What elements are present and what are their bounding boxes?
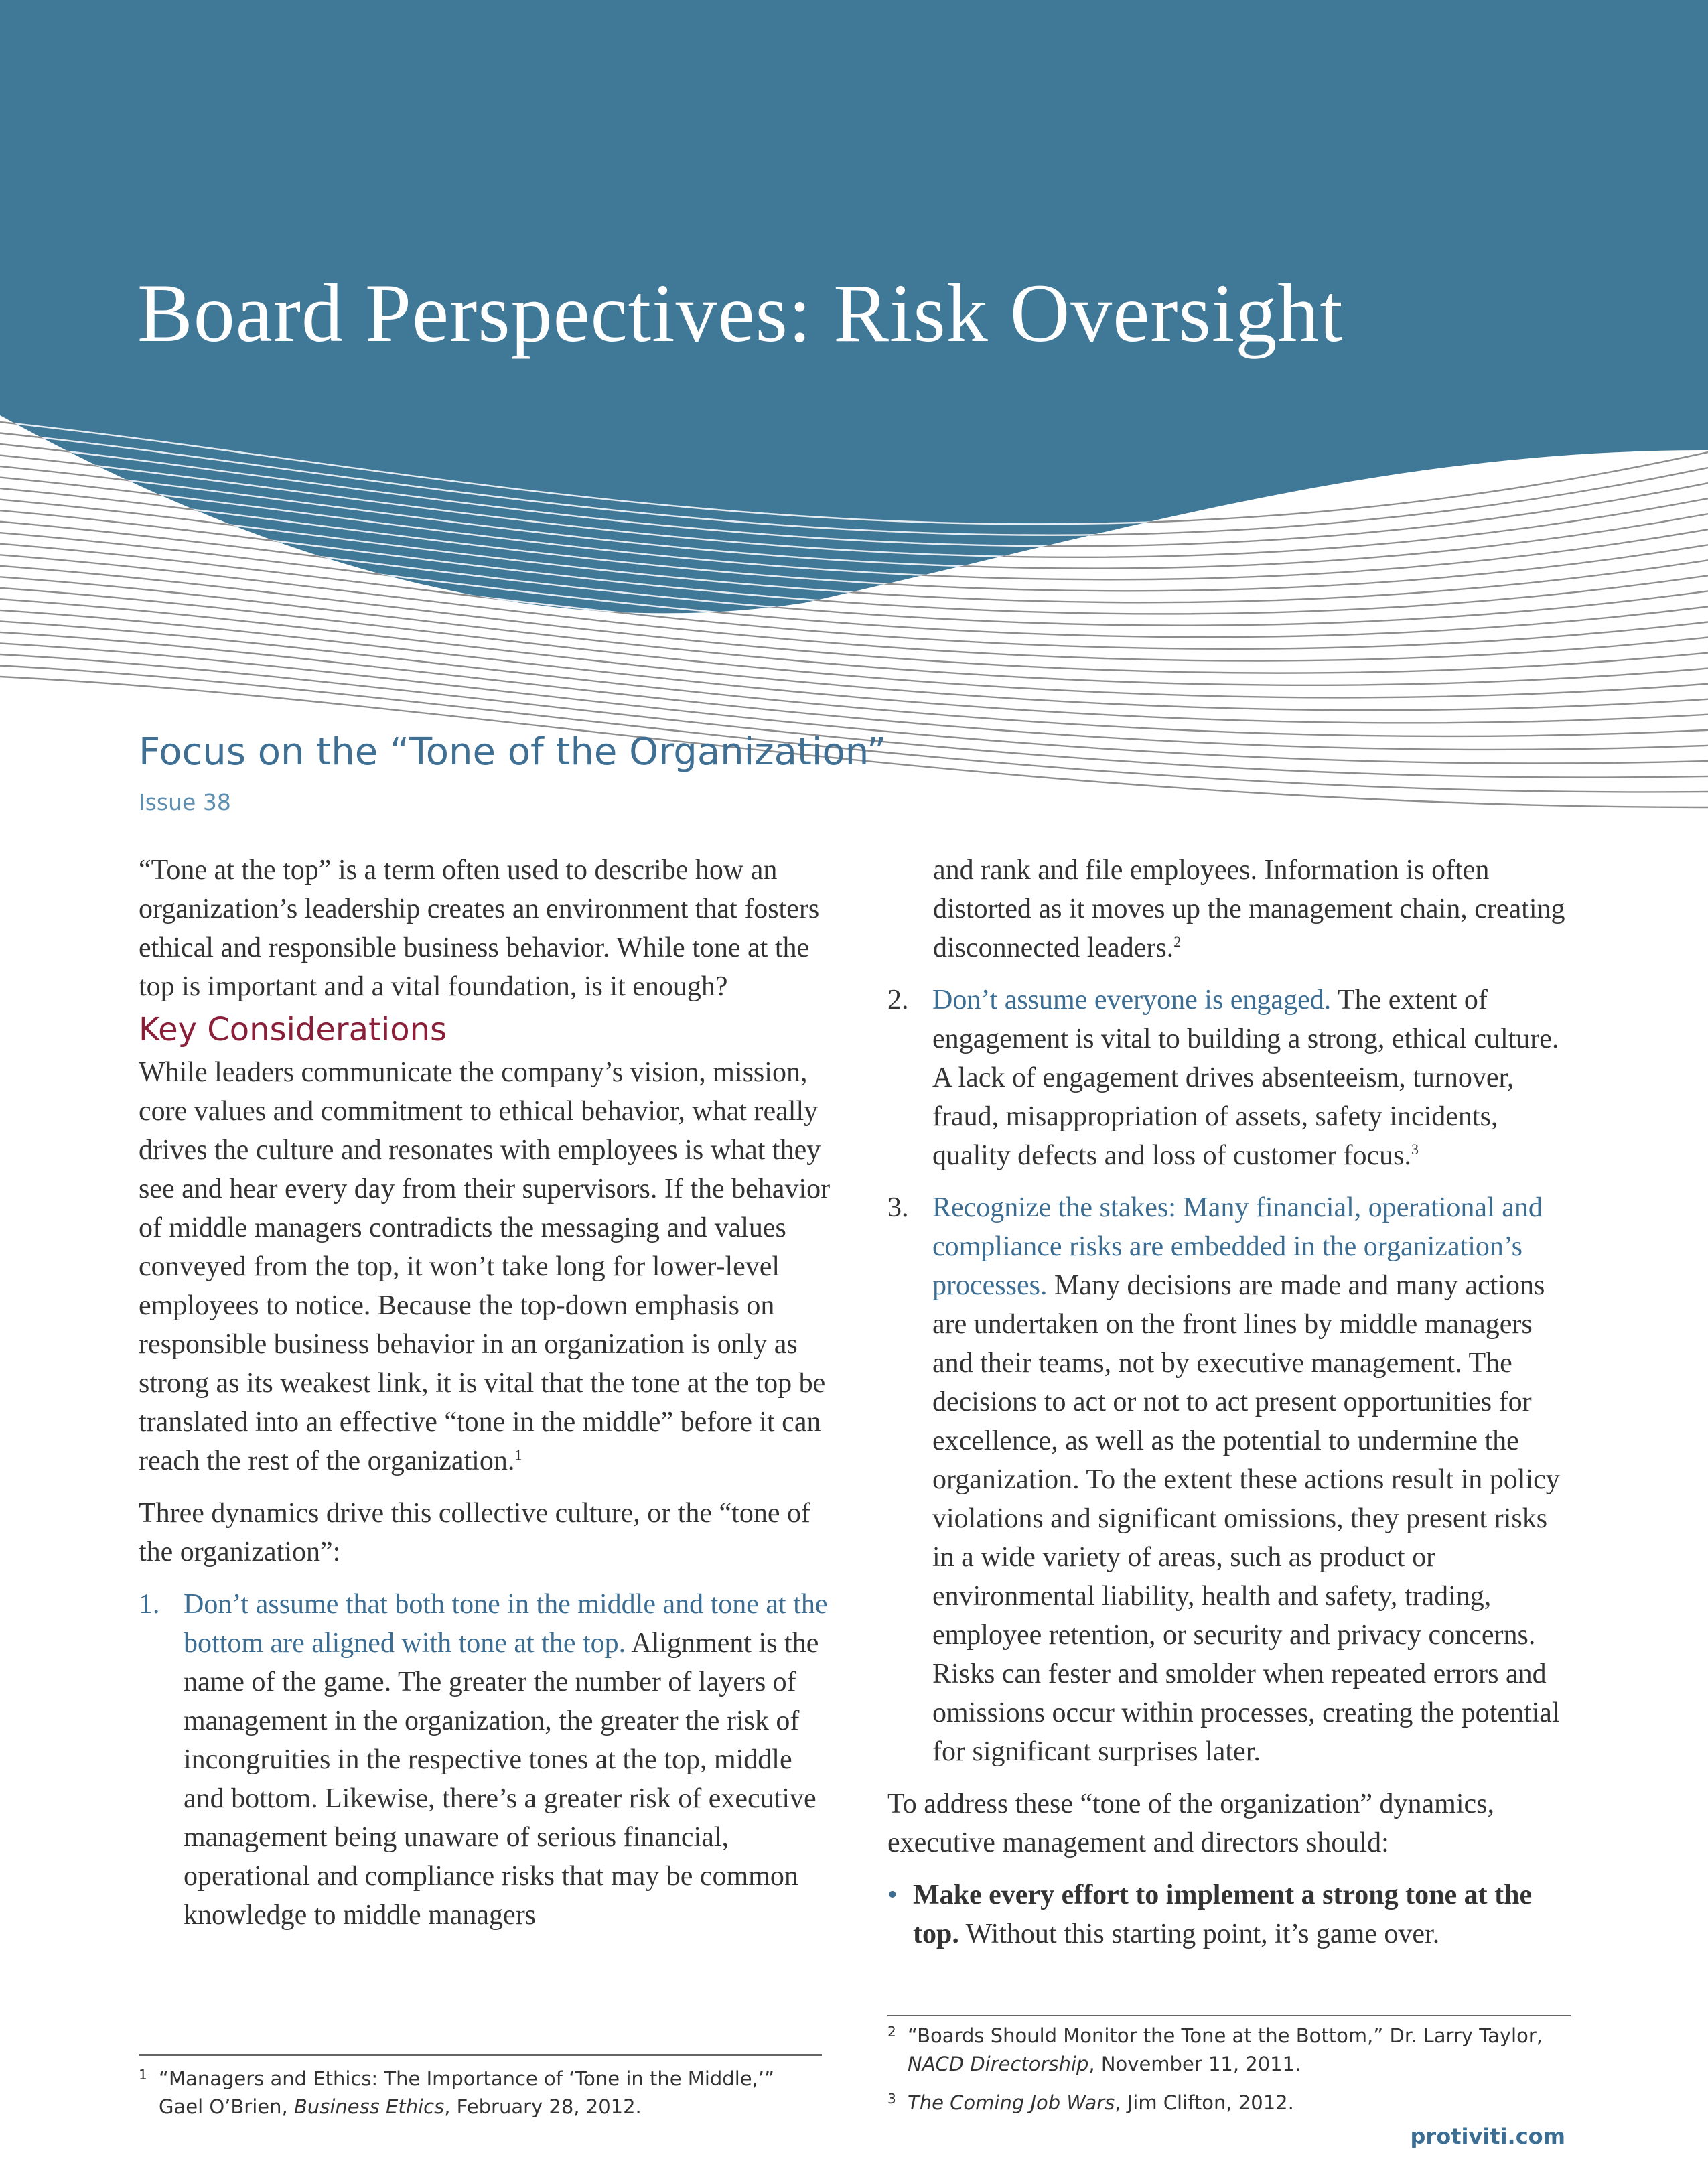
list-item-2: [887, 981, 1571, 1175]
page-title: Board Perspectives: Risk Oversight: [137, 267, 1344, 359]
footnote-divider-right: [887, 2015, 1571, 2016]
list-item-lead: Recognize the stakes: Many financial, operational and compliance risks are embedded in the organization’s processes.: [932, 1192, 1543, 1301]
body-paragraph-2: Three dynamics drive this collective culture, or the “tone of the organization”:: [139, 1498, 810, 1568]
list-number: 2.: [887, 985, 909, 1016]
footnote-ref-2: 2: [1173, 933, 1182, 950]
issue-number: Issue 38: [139, 789, 231, 815]
right-column: [887, 851, 1571, 1953]
left-column: [139, 851, 832, 1935]
bullet-item-1: [887, 1876, 1571, 1953]
wave-line: [0, 621, 1708, 736]
bullet-icon: •: [887, 1880, 898, 1910]
list-item-lead: Don’t assume everyone is engaged.: [932, 985, 1332, 1016]
footnote-1-source: Gael O’Brien, Business Ethics, February 28, 2012.: [159, 2095, 642, 2118]
wave-line: [0, 621, 1708, 736]
intro-paragraph: “Tone at the top” is a term often used to describe how an organization’s leadership creates an environment that fosters ethical and responsible business behavior. While tone at the top is important and a vital foundation, is it enough?: [139, 855, 820, 1002]
list-item-body: Many decisions are made and many actions are undertaken on the front lines by middle managers and their teams, not by executive management. The decisions to act or not to act present opportunities for excellence, as well as the potential to undermine the organization. To the extent these actions result in policy violations and significant omissions, they present risks in a wide variety of areas, such as product or environmental liability, health and safety, trading, employee retention, or security and privacy concerns. Risks can fester and smolder when repeated errors and omissions occur within processes, creating the potential for significant surprises later.: [932, 1270, 1560, 1767]
footnote-number: 2: [887, 2024, 896, 2040]
footnote-3: 3 The Coming Job Wars, Jim Clifton, 2012.: [887, 2089, 1577, 2117]
footnote-divider-left: [139, 2054, 822, 2056]
footnote-2: [887, 2022, 1577, 2078]
footnote-ref-3: 3: [1411, 1141, 1419, 1158]
body-paragraph-1: While leaders communicate the company’s vision, mission, core values and commitment to ethical behavior, what really drives the culture and resonates with employees is what they see and hear every day from their supervisors. If the behavior of middle managers contradicts the messaging and values conveyed from the top, it won’t take long for lower-level employees to notice. Because the top-down emphasis on responsible business behavior in an organization is only as strong as its weakest link, it is vital that the tone at the top be translated into an effective “tone in the middle” before it can reach the rest of the organization.$^1$: [139, 1057, 831, 1476]
list-number: 1.: [139, 1589, 160, 1620]
footnote-1: [139, 2065, 829, 2121]
list-number: 3.: [887, 1192, 909, 1223]
footnote-1-title: “Managers and Ethics: The Importance of ‘Tone in the Middle,’”: [159, 2067, 775, 2090]
body-paragraph-3: To address these “tone of the organization” dynamics, executive management and directors should:: [887, 1789, 1494, 1858]
bullet-body: Without this starting point, it’s game over.: [965, 1919, 1440, 1949]
section-heading: Key Considerations: [139, 1011, 447, 1048]
list-item-3: [887, 1188, 1571, 1771]
list-item-body: Alignment is the name of the game. The greater the number of layers of management in the organization, the greater the risk of incongruities in the respective tones at the top, middle and bottom. Likewise, there’s a greater risk of executive management being unaware of serious financial, operational and compliance risks that may be common knowledge to middle managers: [184, 1628, 819, 1931]
footnote-number: 1: [139, 2067, 147, 2083]
list-item-1: [139, 1585, 832, 1935]
footnote-2-title: “Boards Should Monitor the Tone at the Bottom,” Dr. Larry Taylor,: [908, 2024, 1543, 2047]
wave-line: [0, 610, 1708, 723]
footnote-2-source: NACD Directorship, November 11, 2011.: [908, 2052, 1301, 2075]
list-item-1-continued: and rank and file employees. Information is often distorted as it moves up the management chain, creating disconnected leaders.$^2$: [933, 855, 1565, 963]
list-item-body: The extent of engagement is vital to building a strong, ethical culture. A lack of engagement drives absenteeism, turnover, fraud, misappropriation of assets, safety incidents, quality defects and loss of customer focus.: [932, 985, 1559, 1171]
wave-line: [0, 610, 1708, 723]
article-subtitle: Focus on the “Tone of the Organization”: [139, 730, 887, 774]
footnote-ref-1: 1: [514, 1446, 522, 1463]
header-banner-graphic: [0, 0, 1708, 824]
list-item-lead: Don’t assume that both tone in the middle and tone at the bottom are aligned with tone at the top.: [184, 1589, 828, 1659]
footnote-number: 3: [887, 2091, 896, 2107]
website-link[interactable]: protiviti.com: [1410, 2123, 1565, 2149]
bullet-lead: Make every effort to implement a strong tone at the top.: [913, 1880, 1533, 1949]
